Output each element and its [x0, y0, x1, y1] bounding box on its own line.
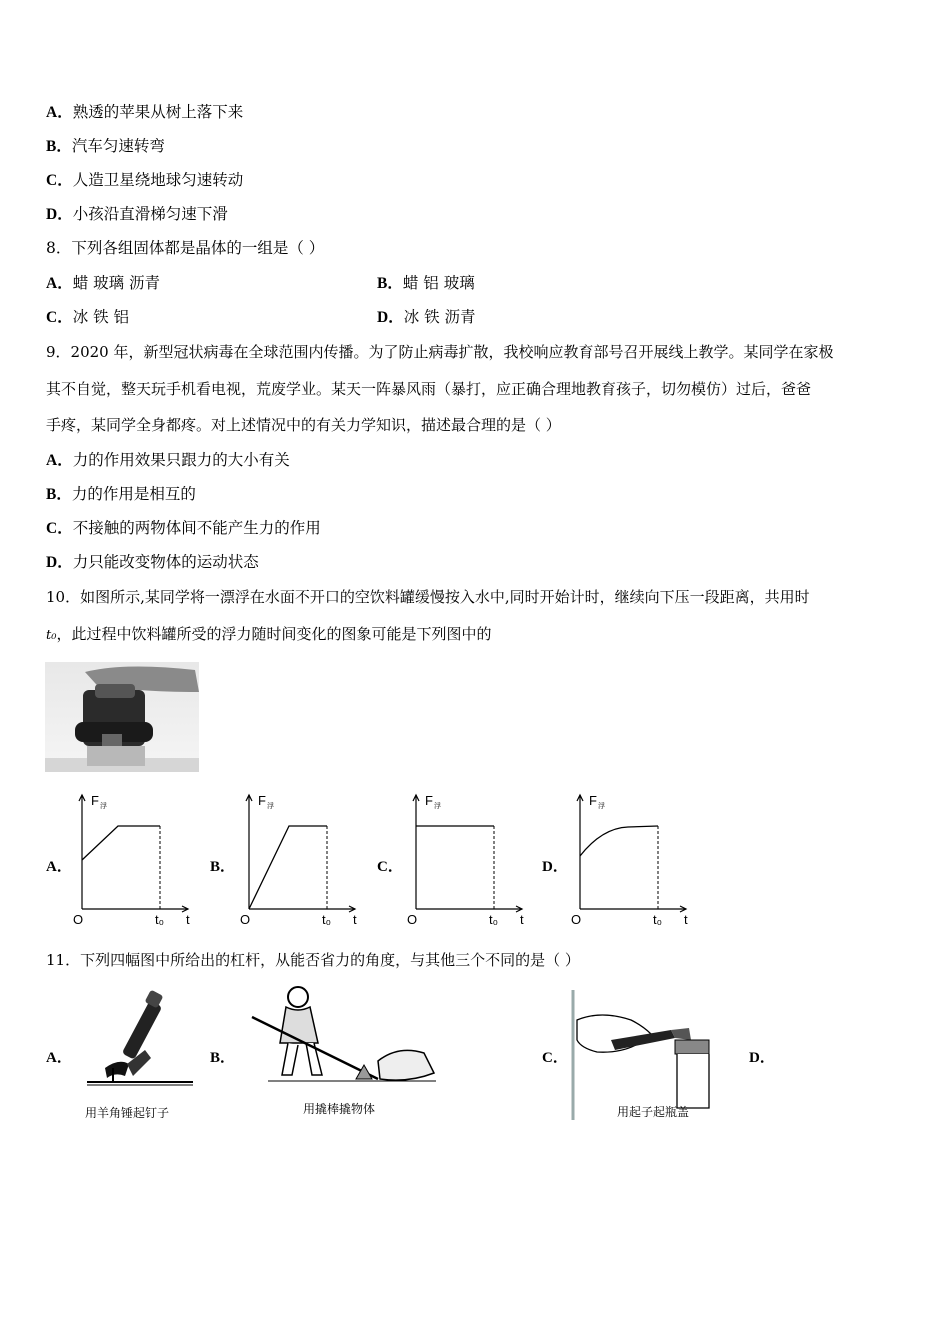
q8-option-c: C．冰 铁 铝	[46, 308, 130, 326]
t0-label: t₀	[653, 912, 663, 927]
origin-label: O	[240, 912, 251, 927]
bottle-opener-caption: 用起子起瓶盖	[617, 1105, 690, 1119]
q9-option-a: A．力的作用效果只跟力的大小有关	[46, 451, 290, 469]
q8-stem: 8．下列各组固体都是晶体的一组是（ ）	[46, 239, 325, 257]
y-axis-subscript: 浮	[267, 803, 274, 810]
can-pushed-into-water-photo	[45, 662, 199, 772]
q8-option-b: B．蜡 铝 玻璃	[377, 274, 475, 292]
claw-hammer-caption: 用羊角锤起钉子	[85, 1106, 170, 1120]
graph-d-label: D．	[542, 859, 568, 875]
claw-hammer-figure	[85, 990, 195, 1090]
q11-option-c-label: C．	[542, 1050, 568, 1066]
q10-stem-line-1: 10．如图所示,某同学将一漂浮在水面不开口的空饮料罐缓慢按入水中,同时开始计时，继续向下压一段距离，共用时	[46, 588, 810, 606]
graph-b	[237, 785, 367, 934]
y-axis-label: F	[91, 793, 99, 808]
q10-stem-line-2: t₀，此过程中饮料罐所受的浮力随时间变化的图象可能是下列图中的	[46, 625, 492, 643]
t0-label: t₀	[155, 912, 165, 927]
q9-stem-line-1: 9．2020 年，新型冠状病毒在全球范围内传播。为了防止病毒扩散，我校响应教育部号召开展线上教学。某同学在家极	[46, 343, 834, 361]
buoyancy-curve	[249, 826, 327, 909]
bottle-opener-figure	[571, 990, 719, 1120]
q11-option-d-label: D．	[749, 1050, 775, 1066]
q9-stem-line-3: 手疼，某同学全身都疼。对上述情况中的有关力学知识，描述最合理的是（ ）	[46, 416, 561, 434]
buoyancy-curve	[580, 826, 658, 856]
crowbar-caption: 用撬棒撬物体	[303, 1102, 376, 1116]
q9-stem-line-2: 其不自觉，整天玩手机看电视，荒废学业。某天一阵暴风雨（暴打，应正确合理地教育孩子，切勿模仿）过后，爸爸	[46, 380, 812, 398]
buoyancy-curve	[82, 826, 160, 860]
origin-label: O	[407, 912, 418, 927]
t0-label: t₀	[322, 912, 332, 927]
q7-option-a: A．熟透的苹果从树上落下来	[46, 103, 244, 121]
crowbar-figure	[248, 983, 438, 1095]
x-axis-label: t	[520, 912, 524, 927]
q9-option-c: C．不接触的两物体间不能产生力的作用	[46, 519, 321, 537]
origin-label: O	[73, 912, 84, 927]
y-axis-label: F	[589, 793, 597, 808]
q9-option-b: B．力的作用是相互的	[46, 485, 196, 503]
graph-a-label: A．	[46, 859, 72, 875]
q11-option-b-label: B．	[210, 1050, 236, 1066]
graph-a	[70, 785, 200, 934]
graph-d	[568, 785, 698, 934]
graph-c-label: C．	[377, 859, 403, 875]
q11-stem: 11．下列四幅图中所给出的杠杆，从能否省力的角度，与其他三个不同的是（ ）	[46, 951, 580, 969]
q10-t0-var: t₀	[46, 628, 57, 643]
q7-option-c: C．人造卫星绕地球匀速转动	[46, 171, 244, 189]
q9-option-d: D．力只能改变物体的运动状态	[46, 553, 259, 571]
q7-option-d: D．小孩沿直滑梯匀速下滑	[46, 205, 228, 223]
y-axis-label: F	[258, 793, 266, 808]
graph-b-label: B．	[210, 859, 236, 875]
x-axis-label: t	[684, 912, 688, 927]
y-axis-subscript: 浮	[598, 803, 605, 810]
x-axis-label: t	[353, 912, 357, 927]
q8-option-d: D．冰 铁 沥青	[377, 308, 476, 326]
origin-label: O	[571, 912, 582, 927]
x-axis-label: t	[186, 912, 190, 927]
q8-option-a: A．蜡 玻璃 沥青	[46, 274, 161, 292]
q7-option-b: B．汽车匀速转弯	[46, 137, 165, 155]
y-axis-label: F	[425, 793, 433, 808]
y-axis-subscript: 浮	[100, 803, 107, 810]
graph-c	[404, 785, 534, 934]
t0-label: t₀	[489, 912, 499, 927]
y-axis-subscript: 浮	[434, 803, 441, 810]
q11-option-a-label: A．	[46, 1050, 72, 1066]
